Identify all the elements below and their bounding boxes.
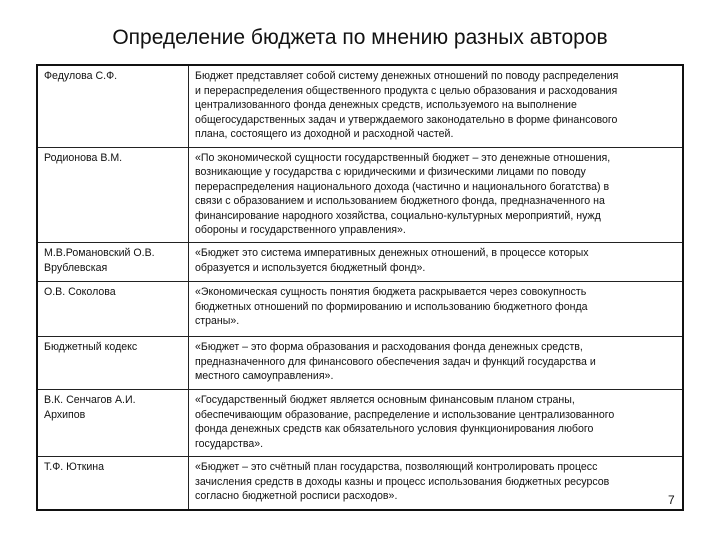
table-row [37,147,683,243]
table-row [37,65,683,147]
author-cell: О.В. Соколова [37,282,189,337]
definitions-table [36,64,684,511]
table-row [37,337,683,390]
definition-cell: «Бюджет – это форма образования и расходования фонда денежных средств, предназначенного для финансового обеспечения задач и функций государства и местного самоуправления». [189,337,684,390]
table-row [37,243,683,282]
author-cell: М.В.Романовский О.В. Врублевская [37,243,189,282]
definition-cell: Бюджет представляет собой систему денежных отношений по поводу распределения и перераспределения общественного продукта с целью образования и расходования централизованного фонда денежных средств, используемого на выполнение общегосударственных задач и утверждаемого законодательно в форме финансового плана, состоящего из доходной и расходной частей. [189,65,684,147]
definition-cell: «Бюджет – это счётный план государства, позволяющий контролировать процесс зачисления средств в доходы казны и процесс использования бюджетных ресурсов согласно бюджетной росписи расходов». [189,457,684,510]
definition-cell: «Бюджет это система императивных денежных отношений, в процессе которых образуется и используется бюджетный фонд». [189,243,684,282]
author-cell: Т.Ф. Юткина [37,457,189,510]
author-cell: Федулова С.Ф. [37,65,189,147]
table-row [37,390,683,457]
definition-cell: «Государственный бюджет является основным финансовым планом страны, обеспечивающим образование, распределение и использование централизованного фонда денежных средств как обязательного условия функционирования любого государства». [189,390,684,457]
page-number: 7 [668,493,675,507]
table-row [37,457,683,510]
definition-cell: «Экономическая сущность понятия бюджета раскрывается через совокупность бюджетных отношений по формированию и использованию бюджетного фонда страны». [189,282,684,337]
table-row [37,282,683,337]
author-cell: Бюджетный кодекс [37,337,189,390]
definition-cell: «По экономической сущности государственный бюджет – это денежные отношения, возникающие у государства с юридическими и физическими лицами по поводу перераспределения национального дохода (частично и национального богатства) в связи с образованием и использованием бюджетного фонда, предназначенного на финансирование народного хозяйства, социально-культурных мероприятий, нужд обороны и государственного управления». [189,147,684,243]
slide-title: Определение бюджета по мнению разных авторов [112,26,608,49]
author-cell: Родионова В.М. [37,147,189,243]
author-cell: В.К. Сенчагов А.И. Архипов [37,390,189,457]
